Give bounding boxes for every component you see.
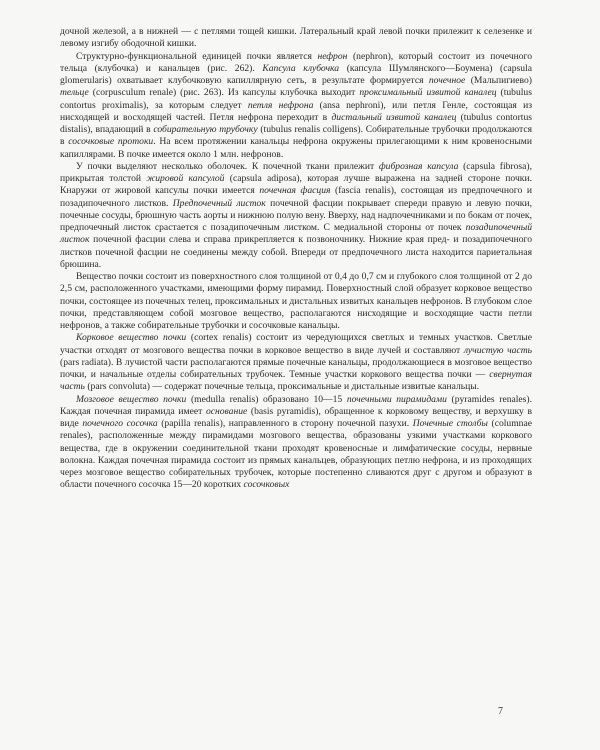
page-number: 7 bbox=[498, 706, 503, 717]
term-italic: дистальный извитой каналец bbox=[331, 111, 457, 123]
term-italic: Предпочечный листок bbox=[172, 197, 266, 209]
term-italic: позадипочечный листок bbox=[60, 222, 532, 246]
paragraph bbox=[60, 332, 532, 393]
term-italic: почечными пирамидами bbox=[346, 393, 447, 405]
text-run: (capsula adiposa), которая лучше выражена на задней стороне почки. Кнаружи от жировой капсулы почки имеется bbox=[60, 173, 532, 197]
term-italic: проксимальный извитой каналец bbox=[359, 87, 497, 99]
term-italic: сосочковые протоки bbox=[68, 136, 154, 148]
text-run: дочной железой, а в нижней — с петлями тощей кишки. Латеральный край левой почки прилежит к селезенке и левому изгибу ободочной кишки. bbox=[60, 26, 532, 50]
text-run: (fascia renalis), состоящая из предпочечного и позадипочечного листков. bbox=[60, 185, 532, 209]
text-run: (tubulus renalis colligens). Собирательные трубочки продолжаются в bbox=[60, 124, 532, 148]
term-italic: почечное bbox=[428, 75, 466, 86]
term-italic: почечная фасция bbox=[259, 185, 331, 197]
paragraph bbox=[60, 51, 532, 161]
text-run: (pyramides renales). Каждая почечная пирамида имеет bbox=[60, 393, 533, 417]
text-run: (capsula fibrosa), прикрытая толстой bbox=[60, 160, 532, 184]
text-run: . На всем протяжении канальцы нефрона окружены прилегающими к ним кровеносными капиллярами. В почке имеется около 1 млн. нефронов. bbox=[60, 136, 532, 160]
text-run: (ansa nephroni), или петля Генле, состоящая из нисходящей и восходящей частей. Петля нефрона переходит в bbox=[60, 99, 532, 123]
term-italic: Почечные столбы bbox=[412, 418, 488, 429]
term-italic: собирательную трубочку bbox=[153, 124, 258, 135]
text-run: (cortex renalis) состоит из чередующихся светлых и темных участков. Светлые участки отходят от мозгового вещества почки в корковое вещество в виде лучей и составляют bbox=[60, 332, 532, 356]
term-italic: свернутая часть bbox=[60, 369, 532, 393]
text-run: Вещество почки состоит из поверхностного слоя толщиной от 0,4 до 0,7 см и глубокого слоя толщиной от 2 до 2,5 см, расположенного участками, имеющими форму пирамид. Поверхностный слой образует корковое вещество почки, состоящее из почечных телец, проксимальных и дистальных извитых канальцев нефронов. В глубоком слое почки, представляющем собой мозговое вещество, располагаются нисходящие и восходящие части петли нефронов, а также собирательные трубочки и сосочковые канальцы. bbox=[60, 271, 532, 331]
text-run: (corpusculum renale) (рис. 263). Из капсулы клубочка выходит bbox=[88, 87, 360, 99]
text-run: (tubulus contortus distalis), впадающий в bbox=[60, 111, 532, 135]
term-italic: нефрон bbox=[317, 50, 348, 62]
text-run: (papilla renalis), направленного в сторону почечной пазухи. bbox=[157, 418, 413, 429]
text-run: (капсула Шумлянского—Боумена) (capsula glomerularis) охватывает клубочковую капиллярную сеть, в результате формируется bbox=[60, 62, 532, 86]
text-run: почечной фасции покрывает спереди правую и левую почки, почечные сосуды, брюшную часть аорты и нижнюю полую вену. Вверху, над надпочечниками и по бокам от почек, предпочечный листок срастается с позадипочечным листком. С медиальной стороны от почек bbox=[60, 197, 532, 233]
text-run: (medulla renalis) образовано 10—15 bbox=[186, 393, 347, 405]
text-run: (nephron), который состоит из почечного тельца (клубочка) и канальцев (рис. 262). bbox=[60, 50, 532, 74]
term-italic: жировой капсулой bbox=[146, 173, 225, 184]
term-italic: петля нефрона bbox=[247, 99, 314, 111]
paragraph bbox=[60, 271, 532, 332]
text-run: почечной фасции слева и справа прикрепляется к позвоночнику. Нижние края пред- и позадипочечного листков почечной фасции не соединены между собой. Впереди от предпочечного листа находится париетальная брюшина. bbox=[60, 234, 532, 270]
text-run: (Мальпигиево) bbox=[465, 75, 532, 86]
term-italic: лучистую часть bbox=[463, 344, 533, 356]
paragraph bbox=[60, 161, 532, 271]
paragraph bbox=[60, 394, 532, 492]
text-run: (tubulus contortus proximalis), за которым следует bbox=[60, 87, 532, 111]
term-italic: фиброзная капсула bbox=[378, 160, 459, 172]
paragraph bbox=[60, 26, 532, 51]
body-text bbox=[60, 26, 532, 492]
term-italic: почечного сосочка bbox=[82, 418, 158, 429]
term-italic: Мозговое вещество почки bbox=[76, 393, 187, 405]
text-run: (columnae renales), расположенные между пирамидами мозгового вещества, образованы узкими участками коркового вещества, где в окружении соединительной ткани проходят кровеносные и лимфатические сосуды, нервные волокна. Каждая почечная пирамида состоит из прямых канальцев, образующих петлю нефрона, и из проходящих через мозговое вещество собирательных трубочек, которые постепенно сливаются друг с другом и образуют в области почечного сосочка 15—20 коротких bbox=[60, 418, 532, 491]
text-run: (basis pyramidis), обращенное к корковому веществу, и верхушку в виде bbox=[60, 405, 532, 429]
text-run: Структурно-функциональной единицей почки является bbox=[76, 50, 318, 62]
text-run: У почки выделяют несколько оболочек. К почечной ткани прилежит bbox=[76, 160, 379, 172]
term-italic: сосочковых bbox=[243, 479, 290, 491]
text-run: (pars convoluta) — содержат почечные тельца, проксимальные и дистальные извитые канальцы. bbox=[84, 381, 480, 393]
term-italic: тельце bbox=[60, 87, 89, 99]
term-italic: Капсула клубочка bbox=[262, 62, 340, 74]
text-run: (pars radiata). В лучистой части располагаются прямые почечные канальцы, продолжающиеся в мозговое вещество почки, и начальные отделы собирательных трубочек. Темные участки коркового вещества почки — bbox=[60, 356, 532, 380]
term-italic: Корковое вещество почки bbox=[76, 332, 187, 344]
term-italic: основание bbox=[205, 405, 248, 417]
